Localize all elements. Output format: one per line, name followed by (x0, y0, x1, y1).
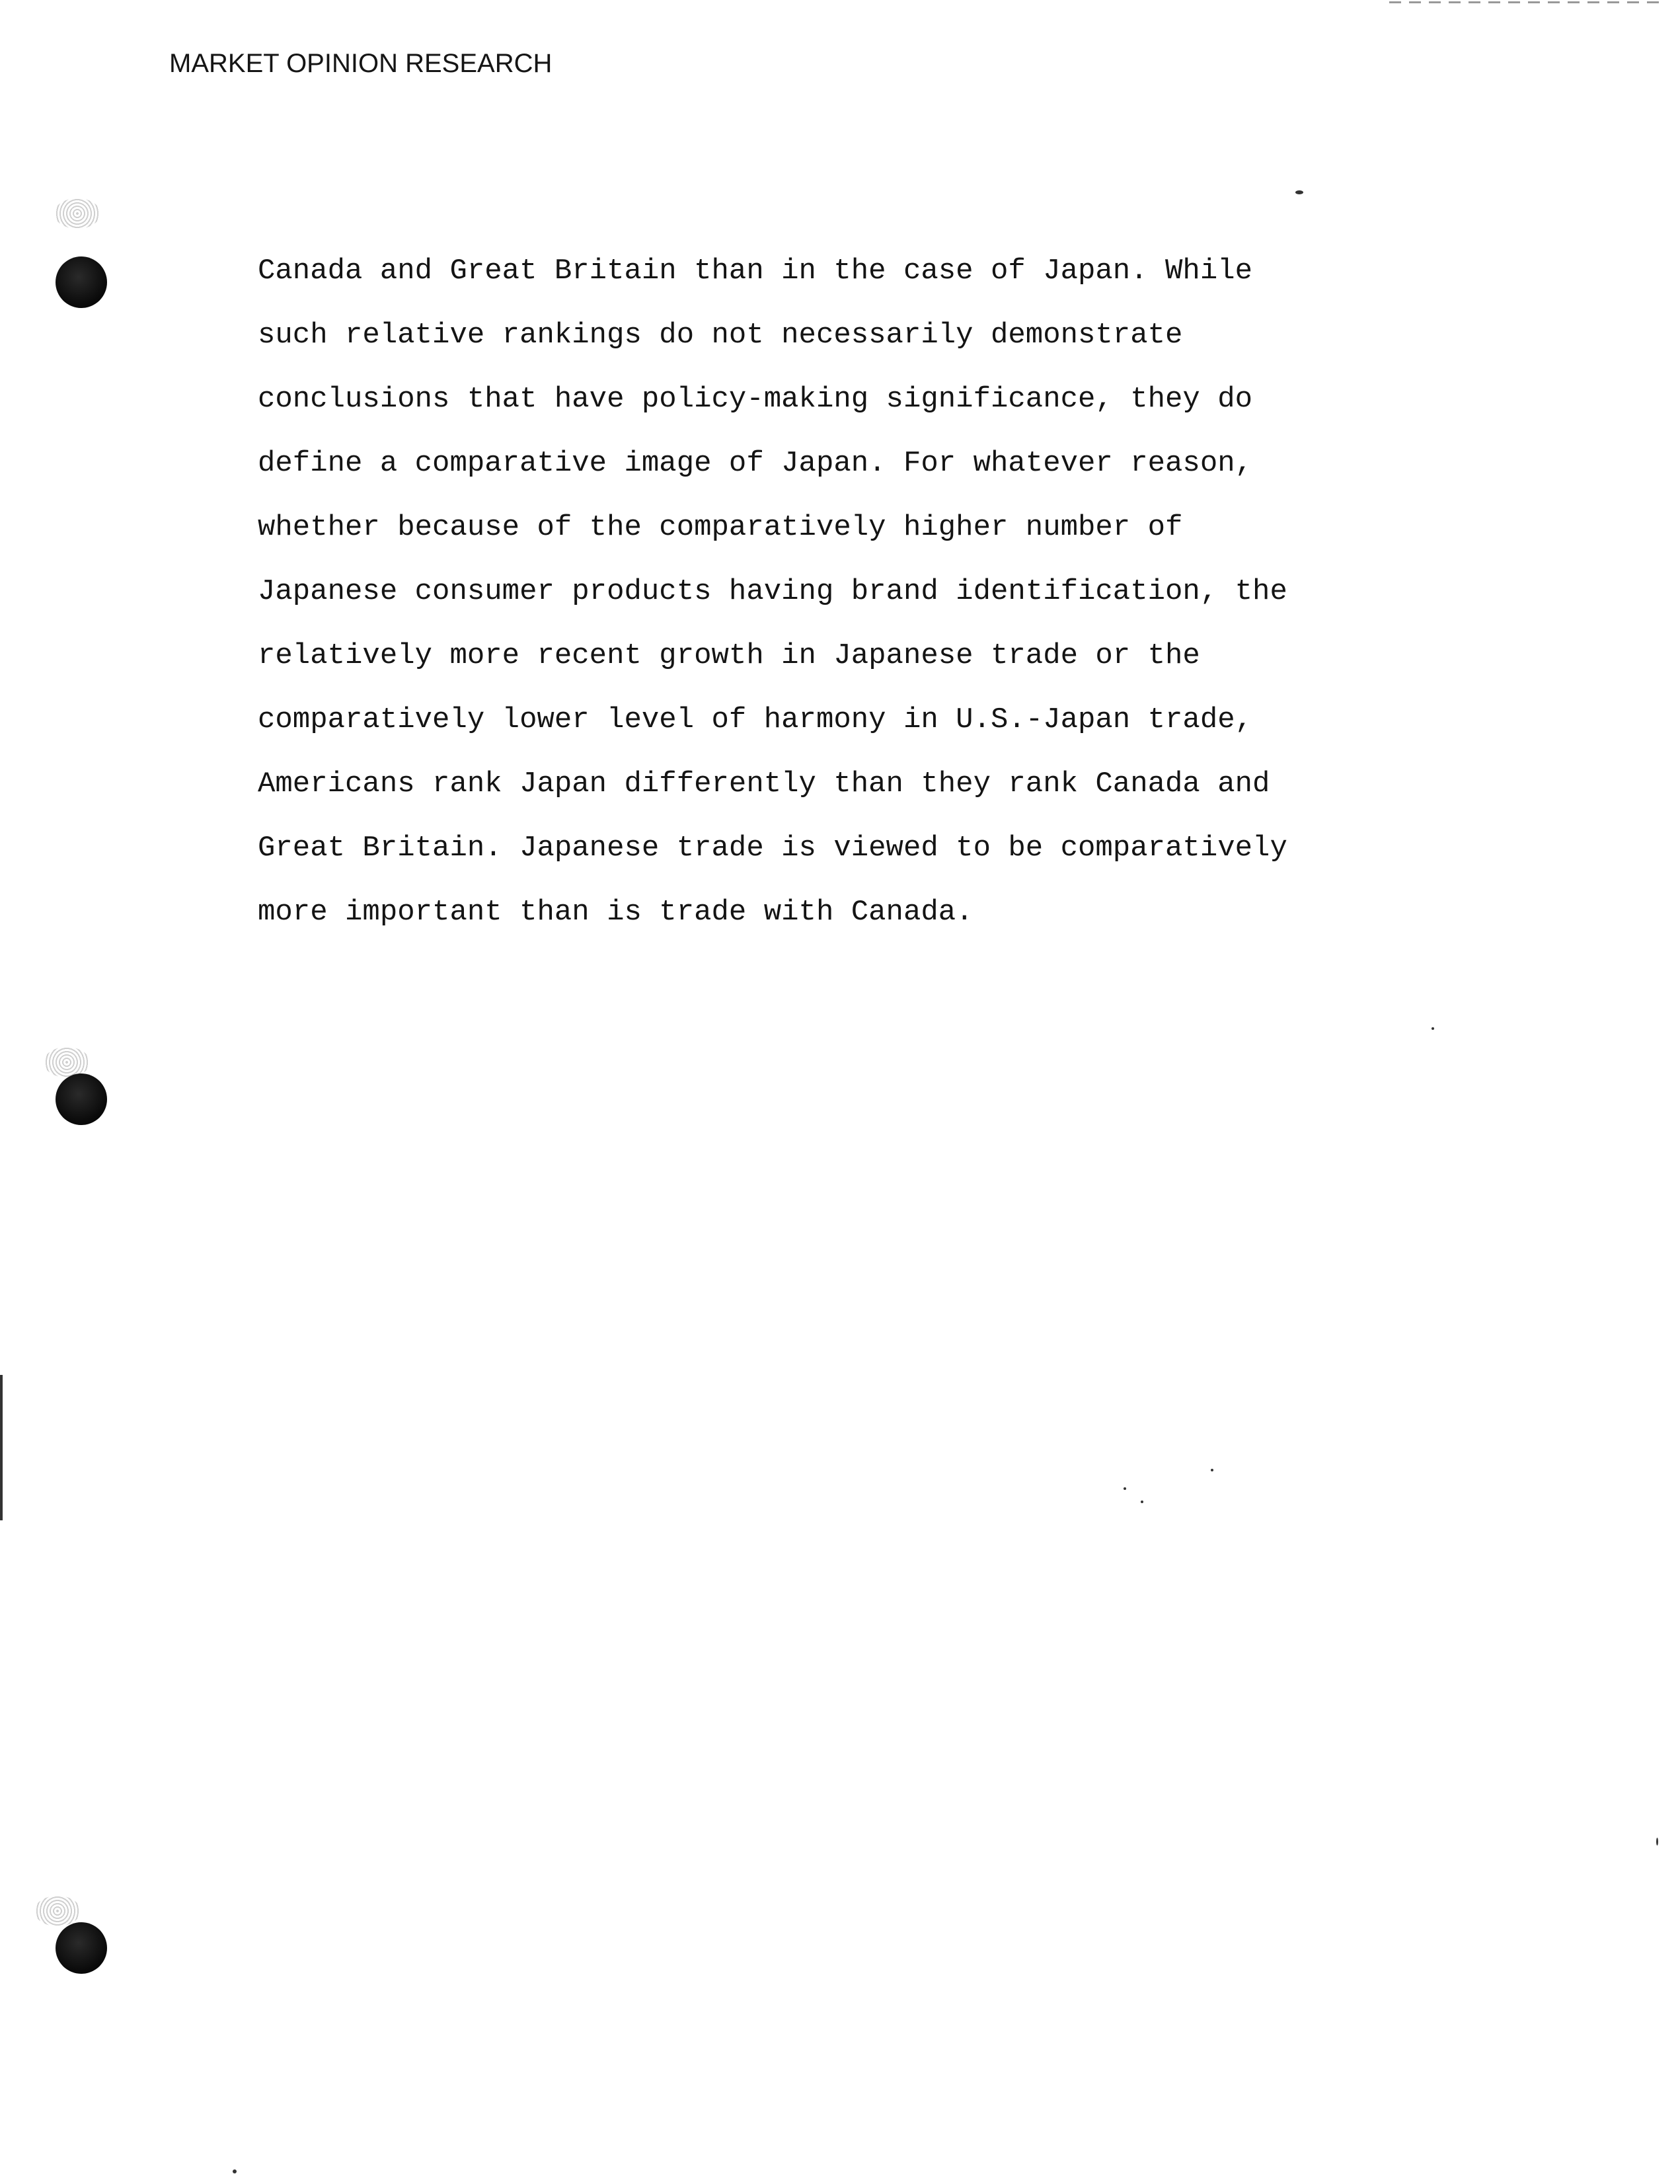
organization-header: MARKET OPINION RESEARCH (169, 49, 553, 78)
text-line: whether because of the comparatively higher number of (258, 511, 1183, 544)
text-line: more important than is trade with Canada. (258, 896, 974, 929)
scan-speck (1211, 1469, 1213, 1471)
text-line: conclusions that have policy-making significance, they do (258, 383, 1253, 416)
text-line: Americans rank Japan differently than they rank Canada and (258, 767, 1270, 800)
scan-speck (1656, 1838, 1658, 1846)
text-line: relatively more recent growth in Japanese trade or the (258, 639, 1200, 672)
scan-speck (1124, 1487, 1126, 1490)
text-line: such relative rankings do not necessarily demonstrate (258, 319, 1183, 352)
scan-speck (1141, 1501, 1143, 1503)
punch-hole (56, 1073, 107, 1125)
text-line: Canada and Great Britain than in the case of Japan. While (258, 254, 1253, 288)
scan-speck (1432, 1027, 1434, 1030)
punch-hole (56, 1922, 107, 1974)
scan-left-edge (0, 1375, 3, 1520)
scan-edge-mark (1389, 1, 1667, 3)
punch-hole-shadow (34, 1896, 81, 1926)
text-line: comparatively lower level of harmony in U.S.-Japan trade, (258, 703, 1253, 736)
text-line: Great Britain. Japanese trade is viewed to be comparatively (258, 832, 1287, 865)
text-line: define a comparative image of Japan. For whatever reason, (258, 447, 1253, 480)
text-line: Japanese consumer products having brand identification, the (258, 575, 1287, 608)
body-paragraph (258, 239, 1500, 945)
punch-hole-shadow (54, 198, 100, 229)
punch-hole (56, 256, 107, 308)
scan-speck (233, 2169, 237, 2173)
scan-speck (1295, 190, 1303, 194)
